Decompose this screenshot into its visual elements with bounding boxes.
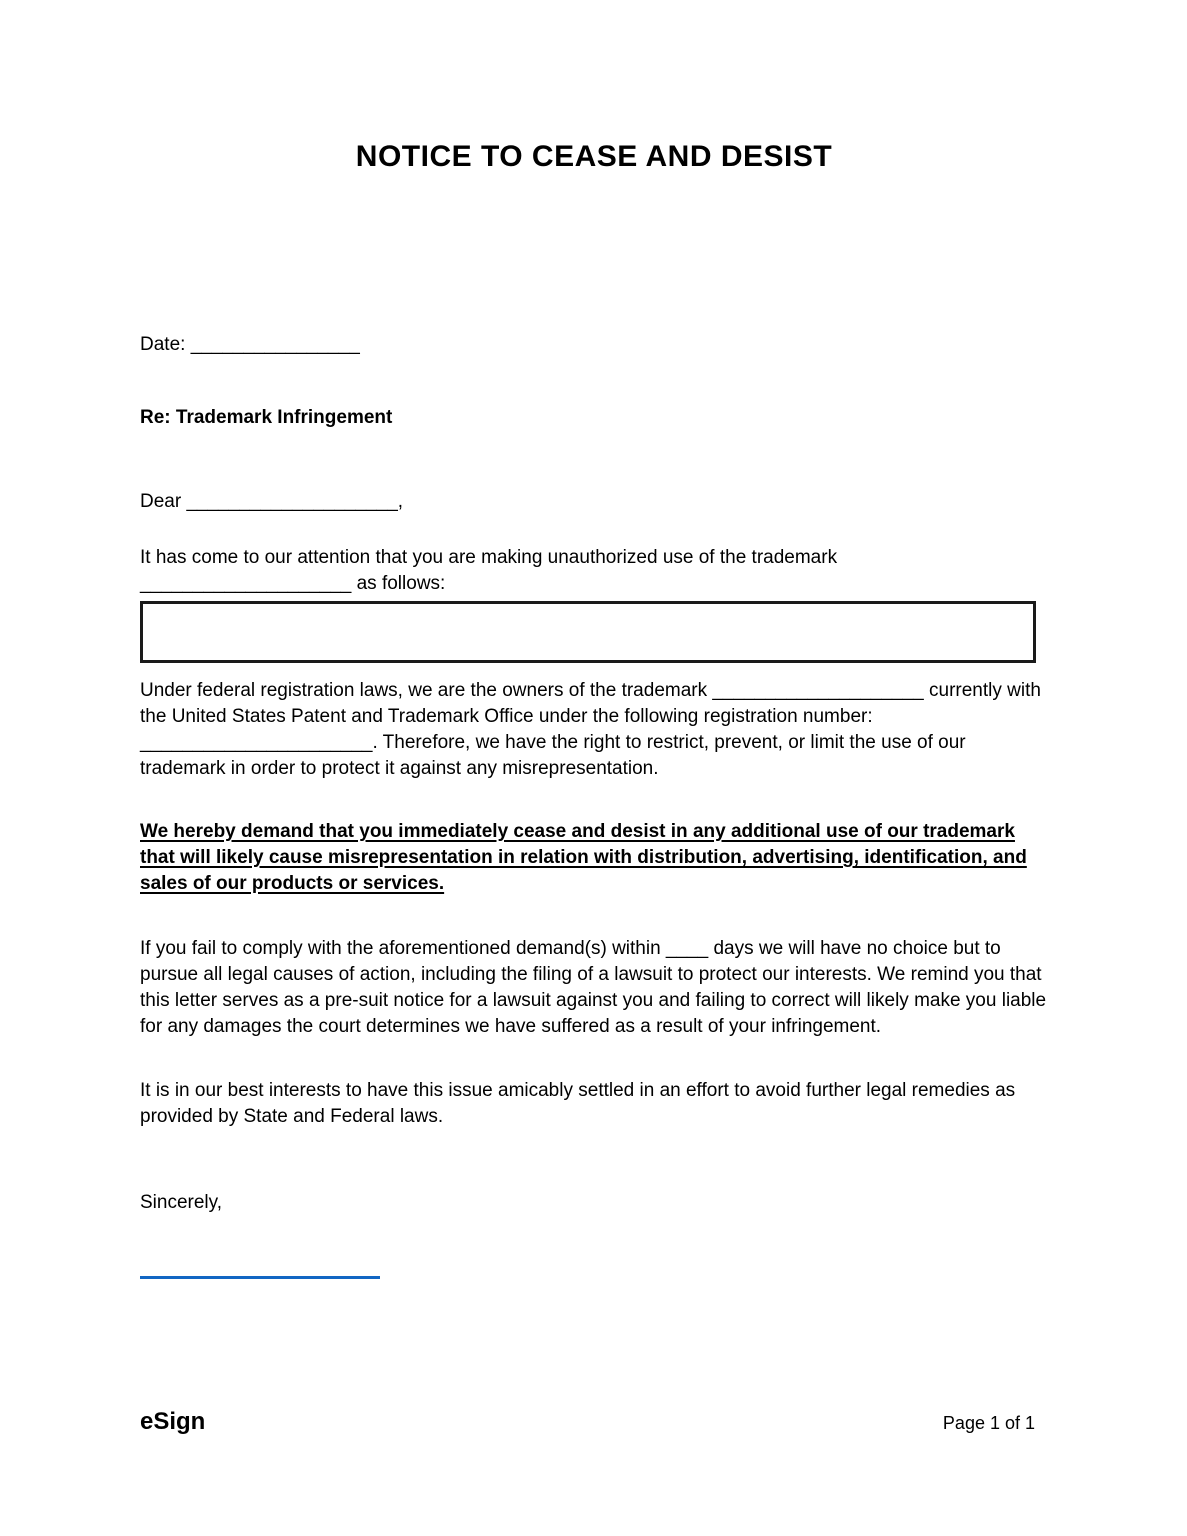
paragraph-unauthorized-use: It has come to our attention that you are making unauthorized use of the trademark ____________________ as follows: [140,547,838,594]
letter-content [140,0,1048,1279]
infringement-description-box [140,601,1036,663]
footer-brand-logo: eSign [140,1408,206,1435]
paragraph-demand: We hereby demand that you immediately cease and desist in any additional use of our trademark that will likely cause misrepresentation in relation with distribution, advertising, identification, and sales of our products or services. [140,821,1027,894]
subject-line: Re: Trademark Infringement [140,407,393,428]
paragraph-registration: Under federal registration laws, we are the owners of the trademark ____________________ currently with the United States Patent and Trademark Office under the following registration number: ______________________. Therefore, we have the right to restrict, prevent, or limit the use of our trademark in order to protect it against any misrepresentation. [140,680,1041,779]
document-title: NOTICE TO CEASE AND DESIST [355,140,833,173]
signature-line [140,1276,380,1279]
paragraph-amicable-settlement: It is in our best interests to have this issue amicably settled in an effort to avoid further legal remedies as provided by State and Federal laws. [140,1080,1016,1127]
date-line: Date: ________________ [140,334,360,355]
footer-page-indicator: Page 1 of 1 [942,1413,1035,1433]
closing-line: Sincerely, [140,1192,223,1213]
salutation-line: Dear ____________________, [140,491,404,512]
paragraph-failure-to-comply: If you fail to comply with the aforementioned demand(s) within ____ days we will have no choice but to pursue all legal causes of action, including the filing of a lawsuit to protect our interests. We remind you that this letter serves as a pre-suit notice for a lawsuit against you and failing to correct will likely make you liable for any damages the court determines we have suffered as a result of your infringement. [140,938,1047,1037]
